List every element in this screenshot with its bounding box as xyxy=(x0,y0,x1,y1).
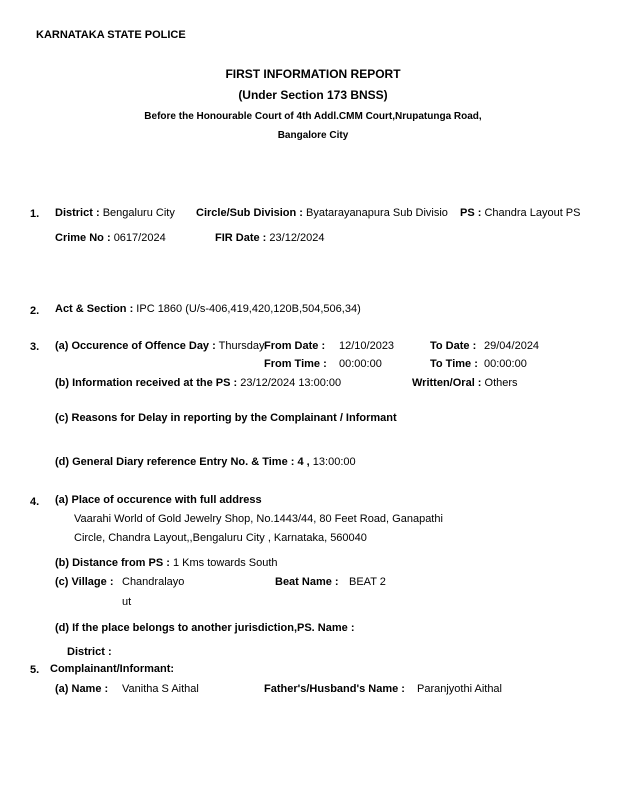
place-occurence-label: (a) Place of occurence with full address xyxy=(55,494,262,506)
info-received-value: 23/12/2024 13:00:00 xyxy=(240,377,342,389)
section-5-number: 5. xyxy=(30,664,40,676)
act-section-row xyxy=(55,303,361,315)
general-diary-row xyxy=(55,456,356,468)
offence-day-label: (a) Occurence of Offence Day : xyxy=(55,340,216,352)
written-oral-value: Others xyxy=(484,377,518,389)
village-label: (c) Village : xyxy=(55,576,114,588)
report-title: FIRST INFORMATION REPORT xyxy=(225,67,401,81)
delay-reasons-label: (c) Reasons for Delay in reporting by the Complainant / Informant xyxy=(55,412,397,424)
section-1-number: 1. xyxy=(30,208,40,220)
circle-value: Byatarayanapura Sub Divisio xyxy=(306,207,448,219)
circle-label: Circle/Sub Division : xyxy=(196,207,303,219)
from-time-label: From Time : xyxy=(264,358,327,370)
district-label: District : xyxy=(55,207,100,219)
written-oral-row xyxy=(412,377,518,389)
jurisdiction-district-label: District : xyxy=(67,646,112,658)
info-received-row xyxy=(55,377,341,389)
from-time-value: 00:00:00 xyxy=(339,358,382,370)
address-line-1: Vaarahi World of Gold Jewelry Shop, No.1443/44, 80 Feet Road, Ganapathi xyxy=(74,513,443,525)
distance-label: (b) Distance from PS : xyxy=(55,557,170,569)
section-4-number: 4. xyxy=(30,496,40,508)
fir-date-value: 23/12/2024 xyxy=(269,232,325,244)
from-date-label: From Date : xyxy=(264,340,326,352)
offence-day-row xyxy=(55,340,265,352)
written-oral-label: Written/Oral : xyxy=(412,377,482,389)
ps-row xyxy=(460,207,580,219)
district-row xyxy=(55,207,175,219)
to-date-label: To Date : xyxy=(430,340,477,352)
district-value: Bengaluru City xyxy=(102,207,175,219)
village-value-line-1: Chandralayo xyxy=(122,576,185,588)
complainant-name-value: Vanitha S Aithal xyxy=(122,683,199,695)
report-subtitle: (Under Section 173 BNSS) xyxy=(238,88,388,102)
general-diary-entry: 4 , xyxy=(297,456,310,468)
fir-date-row xyxy=(215,232,324,244)
circle-row xyxy=(196,207,448,219)
ps-label: PS : xyxy=(460,207,482,219)
complainant-label: Complainant/Informant: xyxy=(50,663,175,675)
complainant-name-label: (a) Name : xyxy=(55,683,109,695)
act-section-value: IPC 1860 (U/s-406,419,420,120B,504,506,34) xyxy=(136,303,361,315)
distance-row xyxy=(55,557,278,569)
organization-name: KARNATAKA STATE POLICE xyxy=(36,29,186,41)
offence-day-value: Thursday xyxy=(218,340,265,352)
to-time-label: To Time : xyxy=(430,358,478,370)
general-diary-label: (d) General Diary reference Entry No. & Time : xyxy=(55,456,295,468)
to-date-value: 29/04/2024 xyxy=(484,340,540,352)
father-husband-name-value: Paranjyothi Aithal xyxy=(417,683,502,695)
crime-value: 0617/2024 xyxy=(113,232,166,244)
fir-date-label: FIR Date : xyxy=(215,232,267,244)
other-jurisdiction-label: (d) If the place belongs to another jurisdiction,PS. Name : xyxy=(55,622,355,634)
court-line-2: Bangalore City xyxy=(277,130,349,141)
crime-label: Crime No : xyxy=(55,232,111,244)
father-husband-name-label: Father's/Husband's Name : xyxy=(264,683,405,695)
section-3-number: 3. xyxy=(30,341,40,353)
distance-value: 1 Kms towards South xyxy=(172,557,278,569)
info-received-label: (b) Information received at the PS : xyxy=(55,377,238,389)
address-line-2: Circle, Chandra Layout,,Bengaluru City , Karnataka, 560040 xyxy=(74,532,367,544)
court-line-1: Before the Honourable Court of 4th Addl.CMM Court,Nrupatunga Road, xyxy=(144,111,482,122)
ps-value: Chandra Layout PS xyxy=(484,207,581,219)
crime-row xyxy=(55,232,166,244)
to-time-value: 00:00:00 xyxy=(484,358,527,370)
from-date-value: 12/10/2023 xyxy=(339,340,395,352)
general-diary-time: 13:00:00 xyxy=(312,456,356,468)
beat-name-label: Beat Name : xyxy=(275,576,339,588)
village-value-line-2: ut xyxy=(122,596,132,608)
section-2-number: 2. xyxy=(30,305,40,317)
beat-name-value: BEAT 2 xyxy=(349,576,386,588)
act-section-label: Act & Section : xyxy=(55,303,134,315)
